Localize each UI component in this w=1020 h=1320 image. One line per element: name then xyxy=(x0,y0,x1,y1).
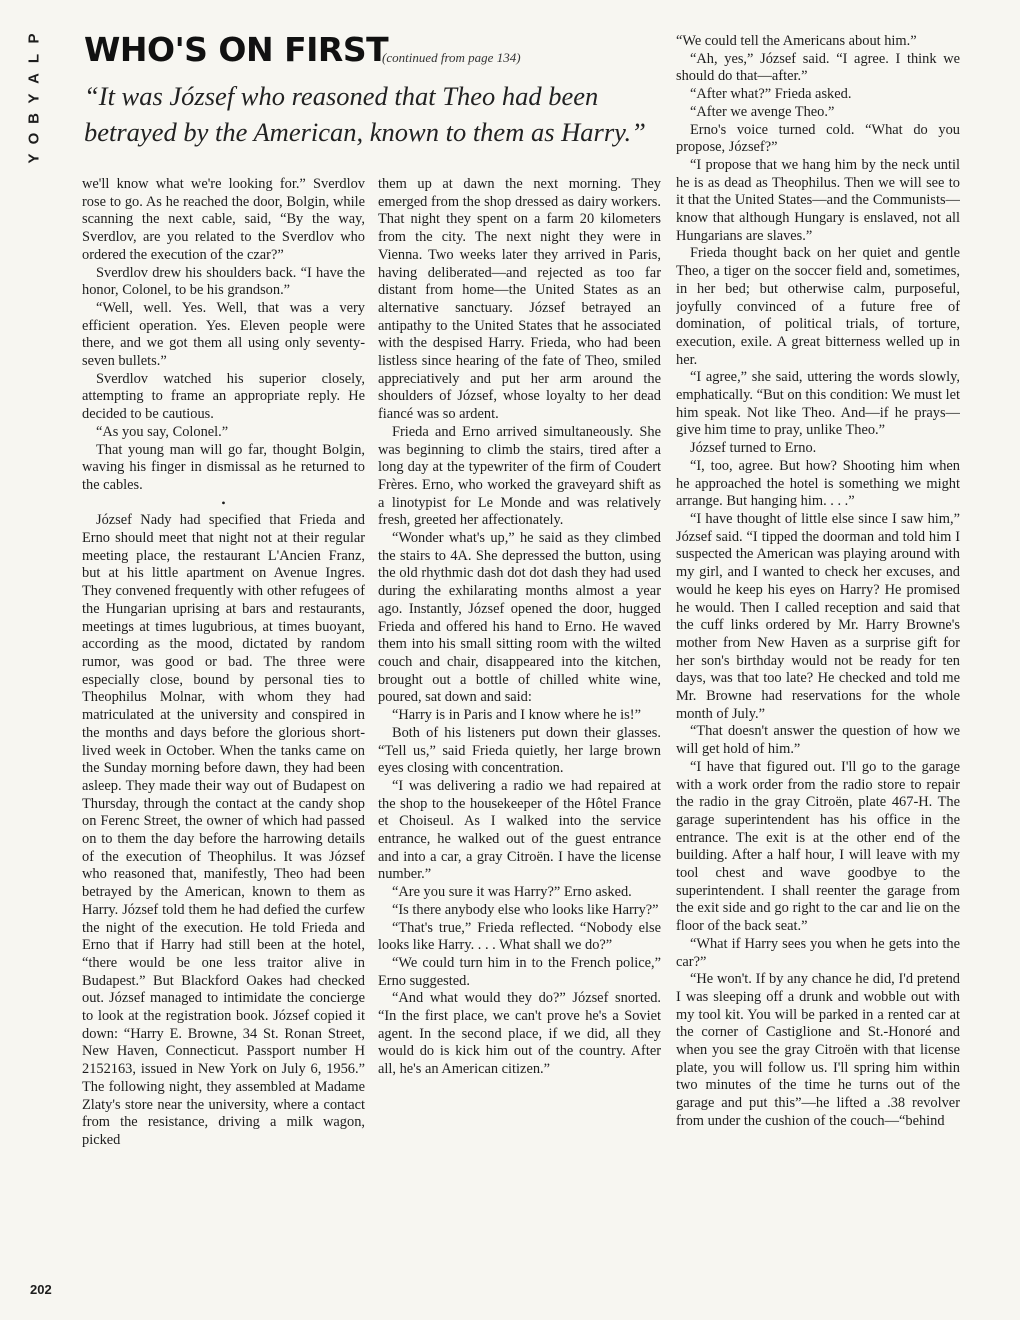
magazine-name-vertical xyxy=(14,30,54,190)
text-column-1 xyxy=(82,176,365,1300)
paragraph: “Is there anybody else who looks like Harry?” xyxy=(392,901,659,918)
paragraph: “I have thought of little else since I saw him,” József said. “I tipped the doorman and told him I suspected the American was playing around with my girl, and I wanted to check her excuses, and would he keep his eyes on Harry? He promised he would. Then I called reception and said that the cuff links ordered by Mr. Harry Browne's mother from New Haven as a surprise gift for her son's birthday would not be ready for ten days, was that too late? He checked and told me Mr. Browne had reservations for the whole month of July.” xyxy=(676,510,960,722)
paragraph: them up at dawn the next morning. They emerged from the shop dressed as dairy workers. That night they spent on a farm 20 kilometers from the city. The next night they were in Vienna. Two weeks later they arrived in Paris, having deliberated—and rejected as too far distant from home—the United States as an alternative sanctuary. József betrayed an antipathy to the United States that he associated with the despised Harry. Frieda, who had been listless since hearing of the fate of Theo, smiled appreciatively and put her arm around the shoulders of József, whose loyalty to her dead fiancé was so ardent. xyxy=(378,176,661,423)
paragraph: “That doesn't answer the question of how we will get hold of him.” xyxy=(676,723,960,758)
paragraph: Sverdlov watched his superior closely, attempting to frame an appropriate reply. He decided to be cautious. xyxy=(82,370,365,423)
paragraph: “He won't. If by any chance he did, I'd pretend I was sleeping off a drunk and wobble out with my tool kit. You will be parked in a rented car at the corner of Castiglione and St.-Honoré and when you see the gray Citroën with that license plate, you will follow us. I'll spring him within two minutes of the time he turns out of the garage and put this”—he lifted a .38 revolver from under the cushion of the couch—“behind xyxy=(676,971,960,1129)
paragraph: “I agree,” she said, uttering the words slowly, emphatically. “But on this condition: We must let him speak. Not like Theo. And—if he prays—give him time to pray, unlike Theo.” xyxy=(676,369,960,439)
magazine-letter: B xyxy=(25,113,43,124)
magazine-letter: Y xyxy=(25,93,43,104)
magazine-letter: A xyxy=(25,73,43,84)
paragraph: That young man will go far, thought Bolgin, waving his finger in dismissal as he returned to the cables. xyxy=(82,441,365,493)
paragraph: “We could tell the Americans about him.” xyxy=(676,33,917,49)
paragraph: “I was delivering a radio we had repaired at the shop to the housekeeper of the Hôtel France et Choiseul. As I walked into the service entrance, he walked out of the guest entrance and into a car, a gray Citroën. I have the license number.” xyxy=(378,777,661,883)
paragraph: Both of his listeners put down their glasses. “Tell us,” said Frieda quietly, her large brown eyes closing with concentration. xyxy=(378,724,661,777)
paragraph: “What if Harry sees you when he gets into the car?” xyxy=(676,935,960,970)
page-number: 202 xyxy=(30,1282,52,1297)
paragraph: “After what?” Frieda asked. xyxy=(690,86,852,103)
paragraph: József Nady had specified that Frieda and Erno should meet that night not at their regular meeting place, the restaurant L'Ancien Franz, but at his little apartment on Avenue Ingres. They convened frequently with other refugees of the Hungarian uprising at bars and restaurants, meetings at times lugubrious, at times buoyant, according as the mood, dictated by random rumor, was good or bad. The three were especially close, bound by personal ties to Theophilus Molnar, with whom they had matriculated at the university and conspired in the months and days before the glorious short-lived week in October. When the tanks came on the Sunday morning before dawn, they had been asleep. They made their way out of Budapest on Thursday, through the contact at the candy shop on Ferenc Street, the owner of which had passed on to them the day before the harrowing details of the execution of Theophilus. It was József who reasoned that, manifestly, Theo had been betrayed by the American, known to them as Harry. József told them he had defied the curfew the night of the execution. He told Frieda and Erno that if Harry had still been at the hotel, “there would be one less traitor alive in Budapest.” But Blackford Oakes had checked out. József managed to intimidate the concierge to look at the registration book. József copied it down: “Harry E. Browne, 34 St. Ronan Street, New Haven, Connecticut. Passport number H 2152163, issued in New York on July 6, 1956.” The following night, they assembled at Madame Zlaty's store near the university, where a contact from the resistance, driving a milk wagon, picked xyxy=(82,512,365,1148)
paragraph: “We could turn him in to the French police,” Erno suggested. xyxy=(378,954,661,989)
magazine-letter: L xyxy=(25,53,43,64)
paragraph: Frieda and Erno arrived simultaneously. She was beginning to climb the stairs, tired after a long day at the typewriter of the firm of Coudert Frères. Erno, who worked the graveyard shift as a linotypist for Le Monde and was relatively fresh, greeted her affectionately. xyxy=(378,423,661,529)
paragraph: “Harry is in Paris and I know where he is!” xyxy=(392,707,641,724)
paragraph: “I, too, agree. But how? Shooting him when he approached the hotel is something we might arrange. But hanging him. . . .” xyxy=(676,457,960,510)
text-column-2 xyxy=(378,176,661,1300)
magazine-letter: O xyxy=(25,132,43,145)
paragraph: József turned to Erno. xyxy=(690,440,817,457)
paragraph: “As you say, Colonel.” xyxy=(96,423,229,440)
paragraph: we'll know what we're looking for.” Sverdlov rose to go. As he reached the door, Bolgin, while scanning the next cable, said, “By the way, Sverdlov, are you related to the Sverdlov who ordered the execution of the czar?” xyxy=(82,176,365,263)
paragraph: “And what would they do?” József snorted. “In the first place, we can't prove he's a Soviet agent. In the second place, if we did, all they would do is kick him out of the country. After all, he's an American citizen.” xyxy=(378,990,661,1078)
paragraph: “That's true,” Frieda reflected. “Nobody else looks like Harry. . . . What shall we do?” xyxy=(378,919,661,954)
paragraph: “I propose that we hang him by the neck until he is as dead as Theophilus. Then we will see to it that the United States—and the Communists—know that although Hungary is enslaved, not all Hungarians are slaves.” xyxy=(676,156,960,244)
article-title: WHO'S ON FIRST xyxy=(84,30,389,69)
paragraph: Frieda thought back on her quiet and gentle Theo, a tiger on the soccer field and, sometimes, in her bed; but otherwise calm, purposeful, joyfully convinced of a future free of domination, of political trials, of torture, execution, exile. A great bitterness welled up in her. xyxy=(676,245,960,368)
magazine-letter: P xyxy=(25,33,43,44)
magazine-letter: Y xyxy=(25,153,43,164)
paragraph: “Ah, yes,” József said. “I agree. I think we should do that—after.” xyxy=(676,50,960,85)
paragraph: Sverdlov drew his shoulders back. “I have the honor, Colonel, to be his grandson.” xyxy=(82,264,365,299)
paragraph: “Wonder what's up,” he said as they climbed the stairs to 4A. She depressed the button, using the old rhythmic dash dot dot dash they had used during the exhilarating months almost a year ago. Instantly, József opened the door, hugged Frieda and offered his hand to Erno. He waved them into his small sitting room with the wilted couch and chair, disappeared into the kitchen, brought out a bottle of chilled white wine, poured, sat down and said: xyxy=(378,530,661,706)
paragraph: “I have that figured out. I'll go to the garage with a work order from the radio store to repair the radio in the gray Citroën, plate 467-H. The garage superintendent has his office in the entrance. The exit is at the other end of the building. After a half hour, I will leave with my tool chest and wave goodbye to the superintendent. I shall reenter the garage from the exit side and go right to the car and lie on the floor of the back seat.” xyxy=(676,758,960,935)
section-separator: • xyxy=(221,495,226,510)
paragraph: “Well, well. Yes. Well, that was a very efficient operation. Yes. Eleven people were there, and we got them all using only seventy-seven bullets.” xyxy=(82,299,365,370)
paragraph: “After we avenge Theo.” xyxy=(690,103,835,120)
paragraph: “Are you sure it was Harry?” Erno asked. xyxy=(392,884,632,901)
paragraph: Erno's voice turned cold. “What do you propose, József?” xyxy=(676,121,960,156)
continued-note: (continued from page 134) xyxy=(382,50,521,65)
text-column-3 xyxy=(676,33,960,1300)
pull-quote: “It was József who reasoned that Theo had been betrayed by the American, known to them as Harry.” xyxy=(84,81,646,147)
